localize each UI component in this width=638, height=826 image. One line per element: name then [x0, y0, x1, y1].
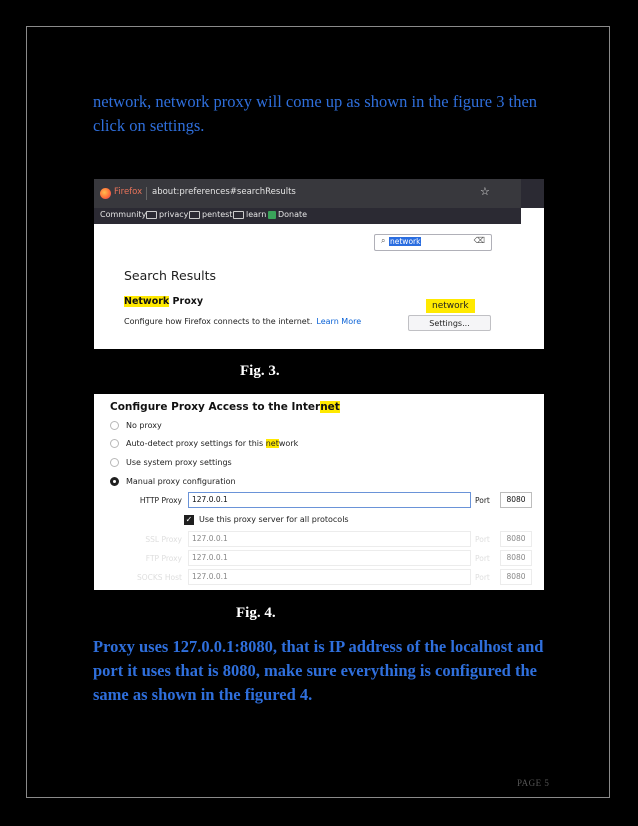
bookmark-donate[interactable]: Donate	[268, 210, 307, 219]
socks-port-label: Port	[475, 573, 490, 582]
proxy-explanation-paragraph: Proxy uses 127.0.0.1:8080, that is IP address of the localhost and port it uses that is 8080, make sure everything is configured the same as shown in the figured 4.	[93, 637, 544, 704]
toolbar-right	[521, 179, 544, 208]
proxy-dialog-title: Configure Proxy Access to the Internet	[110, 401, 340, 413]
learn-more-link[interactable]: Learn More	[316, 317, 362, 326]
http-port-label: Port	[475, 496, 490, 505]
radio-button[interactable]	[110, 439, 119, 448]
ftp-proxy-row	[94, 550, 544, 566]
socks-host-input[interactable]: 127.0.0.1	[188, 569, 471, 585]
ssl-port-input[interactable]: 8080	[500, 531, 532, 547]
ssl-proxy-row	[94, 531, 544, 547]
radio-button[interactable]	[110, 458, 119, 467]
socks-host-row	[94, 569, 544, 585]
ftp-port-input[interactable]: 8080	[500, 550, 532, 566]
search-match-badge: network	[426, 299, 475, 313]
bookmark-pentest[interactable]: pentest	[189, 210, 232, 219]
ssl-port-label: Port	[475, 535, 490, 544]
url-bar[interactable]	[94, 179, 521, 208]
search-icon: ⌕	[381, 236, 386, 245]
http-port-input[interactable]: 8080	[500, 492, 532, 508]
socks-host-label: SOCKS Host	[136, 573, 182, 582]
network-proxy-heading: Network Proxy	[124, 296, 204, 307]
search-value: network	[390, 237, 421, 246]
url-text[interactable]: about:preferences#searchResults	[152, 187, 296, 197]
bookmark-privacy[interactable]: privacy	[146, 210, 188, 219]
figure-3-screenshot	[94, 179, 544, 349]
http-proxy-input[interactable]: 127.0.0.1	[188, 492, 471, 508]
clear-icon[interactable]: ⌫	[473, 236, 485, 245]
bookmark-community[interactable]: Community	[100, 210, 147, 219]
http-proxy-row	[94, 492, 544, 508]
radio-button[interactable]	[110, 421, 119, 430]
folder-icon	[233, 211, 244, 219]
bookmark-learn[interactable]: learn	[233, 210, 266, 219]
ssl-proxy-input[interactable]: 127.0.0.1	[188, 531, 471, 547]
folder-icon	[146, 211, 157, 219]
figure-4-caption: Fig. 4.	[236, 605, 276, 621]
bookmarks-bar	[94, 208, 521, 224]
donate-icon	[268, 211, 276, 219]
bookmark-star-icon[interactable]: ☆	[480, 185, 490, 198]
search-results-heading: Search Results	[124, 268, 217, 283]
ftp-proxy-input[interactable]: 127.0.0.1	[188, 550, 471, 566]
network-proxy-description: Configure how Firefox connects to the internet. Learn More	[124, 317, 362, 326]
figure-4-screenshot: Configure Proxy Access to the Internet No proxy Auto-detect proxy settings for this network Use system proxy settings Manual proxy configuration HTTP Proxy 127.0.0.1 Port 8080 ✓ Use this proxy server for all protocols SSL Proxy 127.0.0.1 Port 8080 FTP Proxy 127.0.0.1 Port 8080 SOCKS Host 127.0.0.1 Port 8080	[94, 394, 544, 590]
ftp-proxy-label: FTP Proxy	[145, 554, 182, 563]
intro-paragraph: network, network proxy will come up as shown in the figure 3 then click on settings.	[93, 92, 538, 135]
ftp-port-label: Port	[475, 554, 490, 563]
figure-3-caption: Fig. 3.	[240, 363, 280, 379]
checkbox-checked-icon[interactable]: ✓	[185, 515, 193, 524]
page-number: PAGE 5	[517, 778, 550, 788]
preferences-search-input[interactable]	[374, 234, 492, 251]
firefox-logo-icon	[100, 188, 111, 199]
http-proxy-label: HTTP Proxy	[139, 496, 182, 505]
folder-icon	[189, 211, 200, 219]
radio-button-selected[interactable]	[110, 477, 119, 486]
browser-label: Firefox	[114, 187, 143, 197]
url-separator	[146, 187, 147, 200]
settings-button[interactable]: Settings...	[408, 315, 491, 331]
socks-port-input[interactable]: 8080	[500, 569, 532, 585]
ssl-proxy-label: SSL Proxy	[145, 535, 182, 544]
